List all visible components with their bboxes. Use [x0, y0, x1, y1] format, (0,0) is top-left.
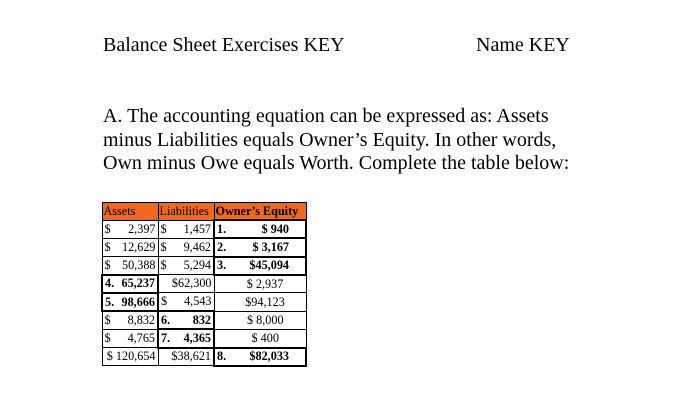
equity-prefix: 8.: [217, 349, 227, 364]
balance-sheet-table: [101, 202, 307, 367]
equity-cell: [214, 348, 306, 366]
table-row: [102, 329, 306, 347]
assets-value: $ 120,654: [106, 349, 156, 364]
equity-cell: [214, 275, 306, 293]
liabilities-cell: [158, 220, 214, 238]
liabilities-prefix: $: [160, 239, 167, 254]
equity-value: $ 8,000: [246, 312, 284, 327]
equity-cell: [214, 311, 306, 329]
equity-value: $ 3,167: [252, 239, 289, 254]
liabilities-value: $62,300: [171, 276, 212, 291]
liabilities-value: 5,294: [183, 258, 211, 273]
equity-cell: [214, 238, 306, 256]
assets-cell: [102, 257, 158, 275]
equity-prefix: 2.: [217, 239, 227, 254]
table-row: [102, 275, 306, 293]
instructions-line: A. The accounting equation can be expressed as: Assets: [103, 105, 549, 127]
liabilities-prefix: $: [161, 294, 168, 309]
header-assets: Assets: [102, 203, 158, 221]
liabilities-cell: [158, 275, 214, 293]
equity-cell: [214, 293, 306, 311]
liabilities-cell: [158, 293, 214, 311]
equity-prefix: 3.: [217, 258, 227, 273]
table-row: [102, 348, 306, 366]
equity-value: $ 2,937: [246, 276, 284, 291]
header-owners-equity: Owner’s Equity: [214, 203, 306, 221]
instructions-line: Own minus Owe equals Worth. Complete the table below:: [103, 152, 570, 174]
table-row: [102, 311, 306, 329]
instructions-paragraph: [103, 105, 603, 176]
liabilities-value: 832: [192, 312, 211, 327]
assets-cell: [102, 238, 158, 256]
assets-prefix: $: [104, 239, 111, 254]
equity-prefix: 1.: [217, 221, 227, 236]
assets-prefix: $: [104, 312, 111, 327]
assets-cell: [102, 329, 158, 347]
equity-value: $ 400: [251, 330, 279, 345]
liabilities-prefix: 7.: [161, 330, 171, 345]
liabilities-value: 4,543: [184, 294, 212, 309]
assets-cell: [102, 220, 158, 238]
instructions-line: minus Liabilities equals Owner’s Equity. In other words,: [103, 128, 557, 151]
equity-value: $82,033: [249, 349, 289, 364]
liabilities-cell: [158, 238, 214, 256]
table-row: [102, 220, 306, 238]
assets-value: 65,237: [121, 276, 155, 291]
assets-prefix: 5.: [105, 294, 115, 309]
liabilities-cell: [158, 257, 214, 275]
assets-cell: [102, 275, 158, 293]
assets-cell: [102, 293, 158, 311]
assets-value: 50,388: [121, 257, 156, 272]
assets-prefix: $: [104, 330, 111, 345]
assets-prefix: $: [104, 221, 111, 236]
liabilities-value: $38,621: [171, 349, 211, 364]
assets-value: 4,765: [127, 330, 155, 345]
equity-cell: [214, 257, 306, 275]
assets-value: 8,832: [127, 312, 155, 327]
table-row: [102, 257, 306, 275]
liabilities-value: 9,462: [183, 239, 211, 254]
liabilities-cell: [158, 311, 214, 329]
equity-value: $94,123: [245, 294, 285, 309]
assets-value: 12,629: [121, 239, 156, 254]
liabilities-prefix: $: [160, 258, 167, 273]
liabilities-cell: [158, 329, 214, 347]
table-row: [102, 293, 306, 311]
equity-value: $45,094: [249, 258, 289, 273]
assets-value: 2,397: [128, 221, 156, 236]
table-row: [102, 238, 306, 256]
equity-value: $ 940: [261, 221, 289, 236]
assets-prefix: $: [104, 257, 111, 272]
assets-value: 98,666: [121, 294, 155, 309]
header-liabilities: Liabilities: [158, 203, 214, 221]
assets-prefix: 4.: [105, 276, 115, 291]
equity-cell: [214, 329, 306, 347]
liabilities-value: 1,457: [183, 221, 211, 236]
page-title: Balance Sheet Exercises KEY: [103, 34, 345, 56]
assets-cell: [102, 348, 158, 366]
name-line: Name KEY: [476, 34, 570, 56]
liabilities-value: 4,365: [183, 330, 211, 345]
table-header-row: [102, 203, 306, 221]
equity-cell: [214, 220, 306, 238]
liabilities-prefix: 6.: [161, 312, 171, 327]
assets-cell: [102, 311, 158, 329]
liabilities-prefix: $: [160, 221, 167, 236]
liabilities-cell: [158, 348, 214, 366]
